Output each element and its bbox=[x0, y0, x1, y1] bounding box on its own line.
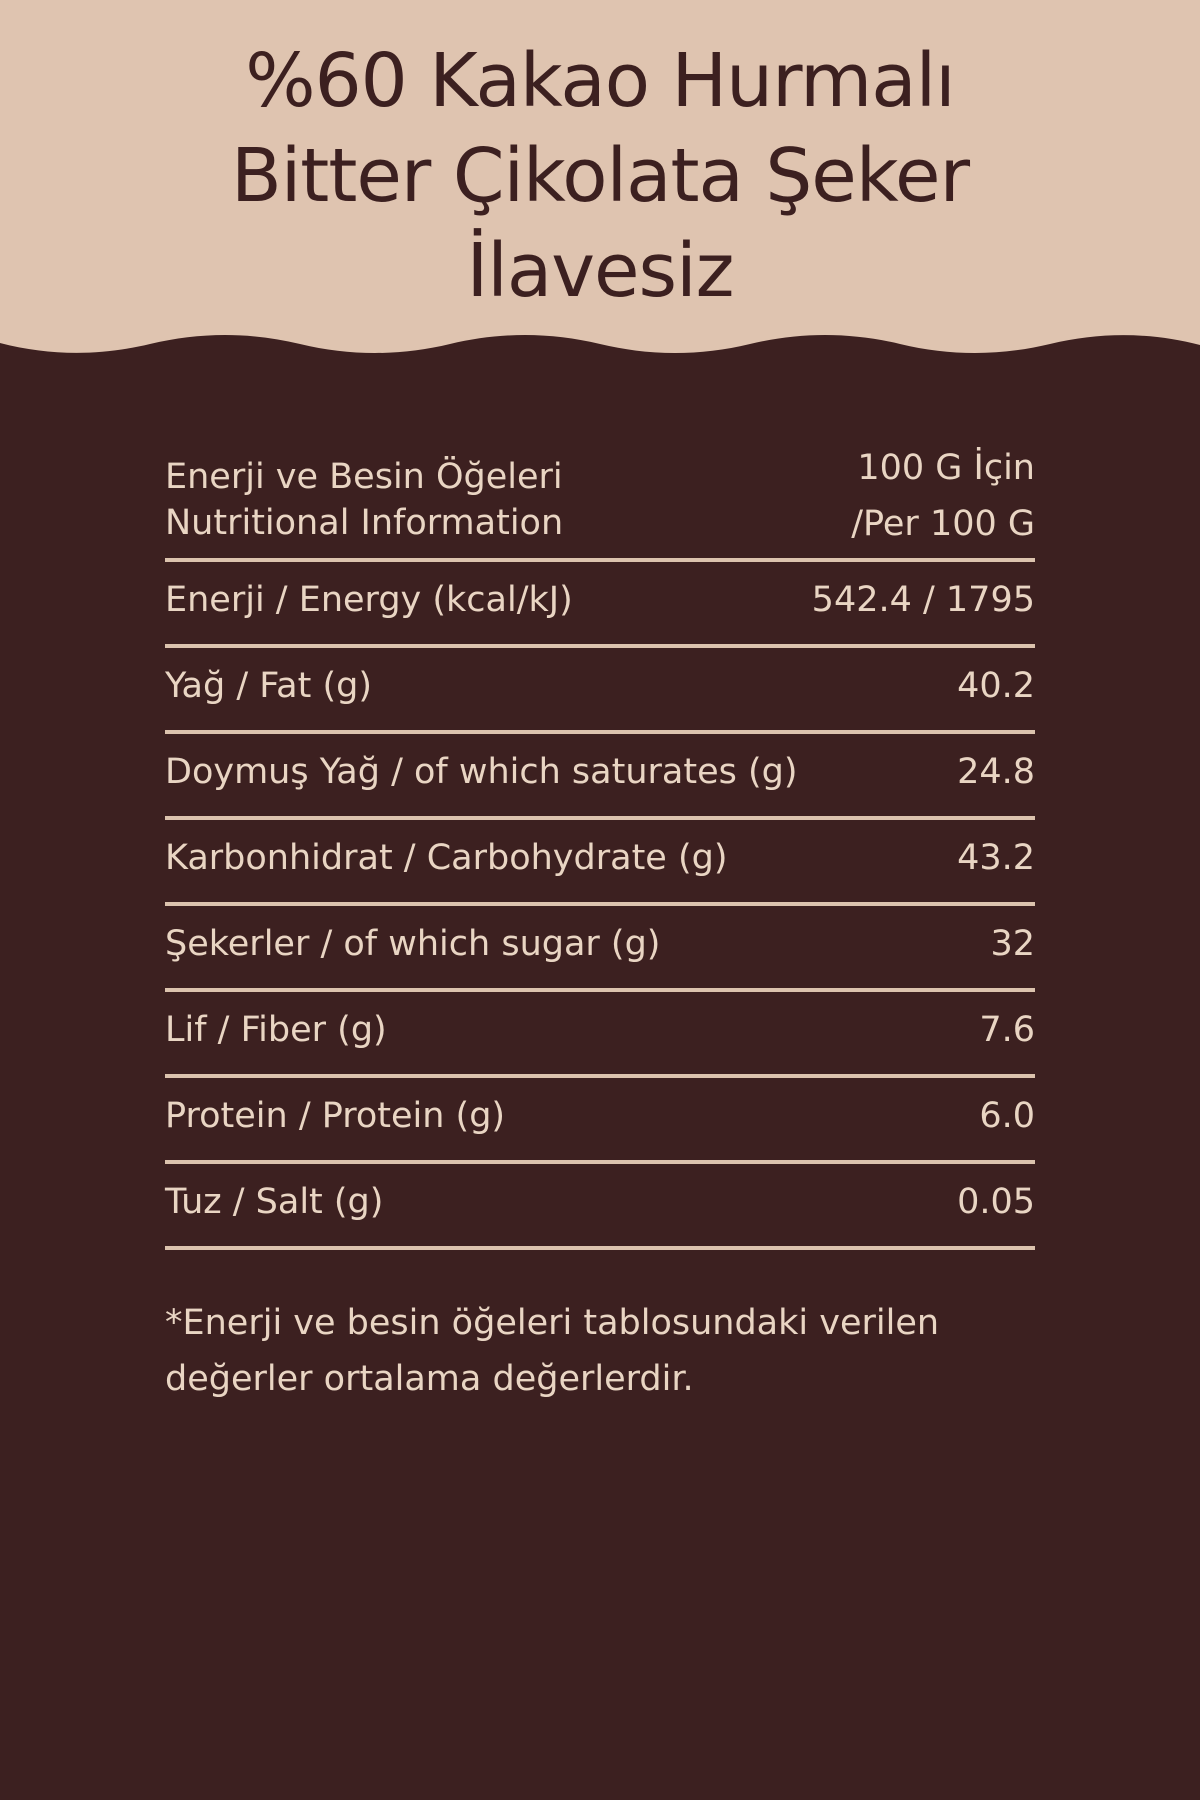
table-row-sugar bbox=[165, 906, 1035, 992]
table-row-carbohydrate bbox=[165, 820, 1035, 906]
footnote-line-2: değerler ortalama değerlerdir. bbox=[165, 1359, 694, 1399]
row-label: Enerji / Energy (kcal/kJ) bbox=[165, 580, 573, 620]
product-title bbox=[0, 34, 1200, 319]
nutrition-table-header bbox=[165, 440, 1035, 562]
row-label: Şekerler / of which sugar (g) bbox=[165, 924, 661, 964]
table-row-energy bbox=[165, 562, 1035, 648]
row-label: Tuz / Salt (g) bbox=[165, 1182, 384, 1222]
row-value: 542.4 / 1795 bbox=[811, 580, 1035, 620]
row-label: Yağ / Fat (g) bbox=[165, 666, 373, 706]
table-row-saturates bbox=[165, 734, 1035, 820]
nutrition-table bbox=[165, 440, 1035, 1250]
product-title-line-3: İlavesiz bbox=[466, 228, 734, 314]
header-right-english: /Per 100 G bbox=[851, 504, 1035, 544]
table-row-protein bbox=[165, 1078, 1035, 1164]
footnote-line-1: *Enerji ve besin öğeleri tablosundaki verilen bbox=[165, 1303, 940, 1343]
product-title-line-2: Bitter Çikolata Şeker bbox=[230, 133, 969, 219]
header-right-turkish: 100 G İçin bbox=[857, 448, 1035, 488]
row-value: 6.0 bbox=[979, 1096, 1035, 1136]
header-band bbox=[0, 0, 1200, 360]
table-row-fiber bbox=[165, 992, 1035, 1078]
row-value: 0.05 bbox=[957, 1182, 1035, 1222]
header-left-turkish: Enerji ve Besin Öğeleri bbox=[165, 457, 563, 497]
row-value: 7.6 bbox=[979, 1010, 1035, 1050]
header-right bbox=[851, 440, 1035, 552]
header-left-english: Nutritional Information bbox=[165, 503, 564, 543]
table-row-salt bbox=[165, 1164, 1035, 1250]
row-value: 32 bbox=[990, 924, 1035, 964]
row-label: Lif / Fiber (g) bbox=[165, 1010, 387, 1050]
row-label: Doymuş Yağ / of which saturates (g) bbox=[165, 752, 798, 792]
header-left bbox=[165, 454, 563, 546]
row-value: 24.8 bbox=[957, 752, 1035, 792]
row-value: 43.2 bbox=[957, 838, 1035, 878]
row-label: Karbonhidrat / Carbohydrate (g) bbox=[165, 838, 728, 878]
product-title-line-1: %60 Kakao Hurmalı bbox=[245, 38, 955, 124]
row-label: Protein / Protein (g) bbox=[165, 1096, 506, 1136]
footnote bbox=[165, 1295, 1035, 1407]
row-value: 40.2 bbox=[957, 666, 1035, 706]
table-row-fat bbox=[165, 648, 1035, 734]
